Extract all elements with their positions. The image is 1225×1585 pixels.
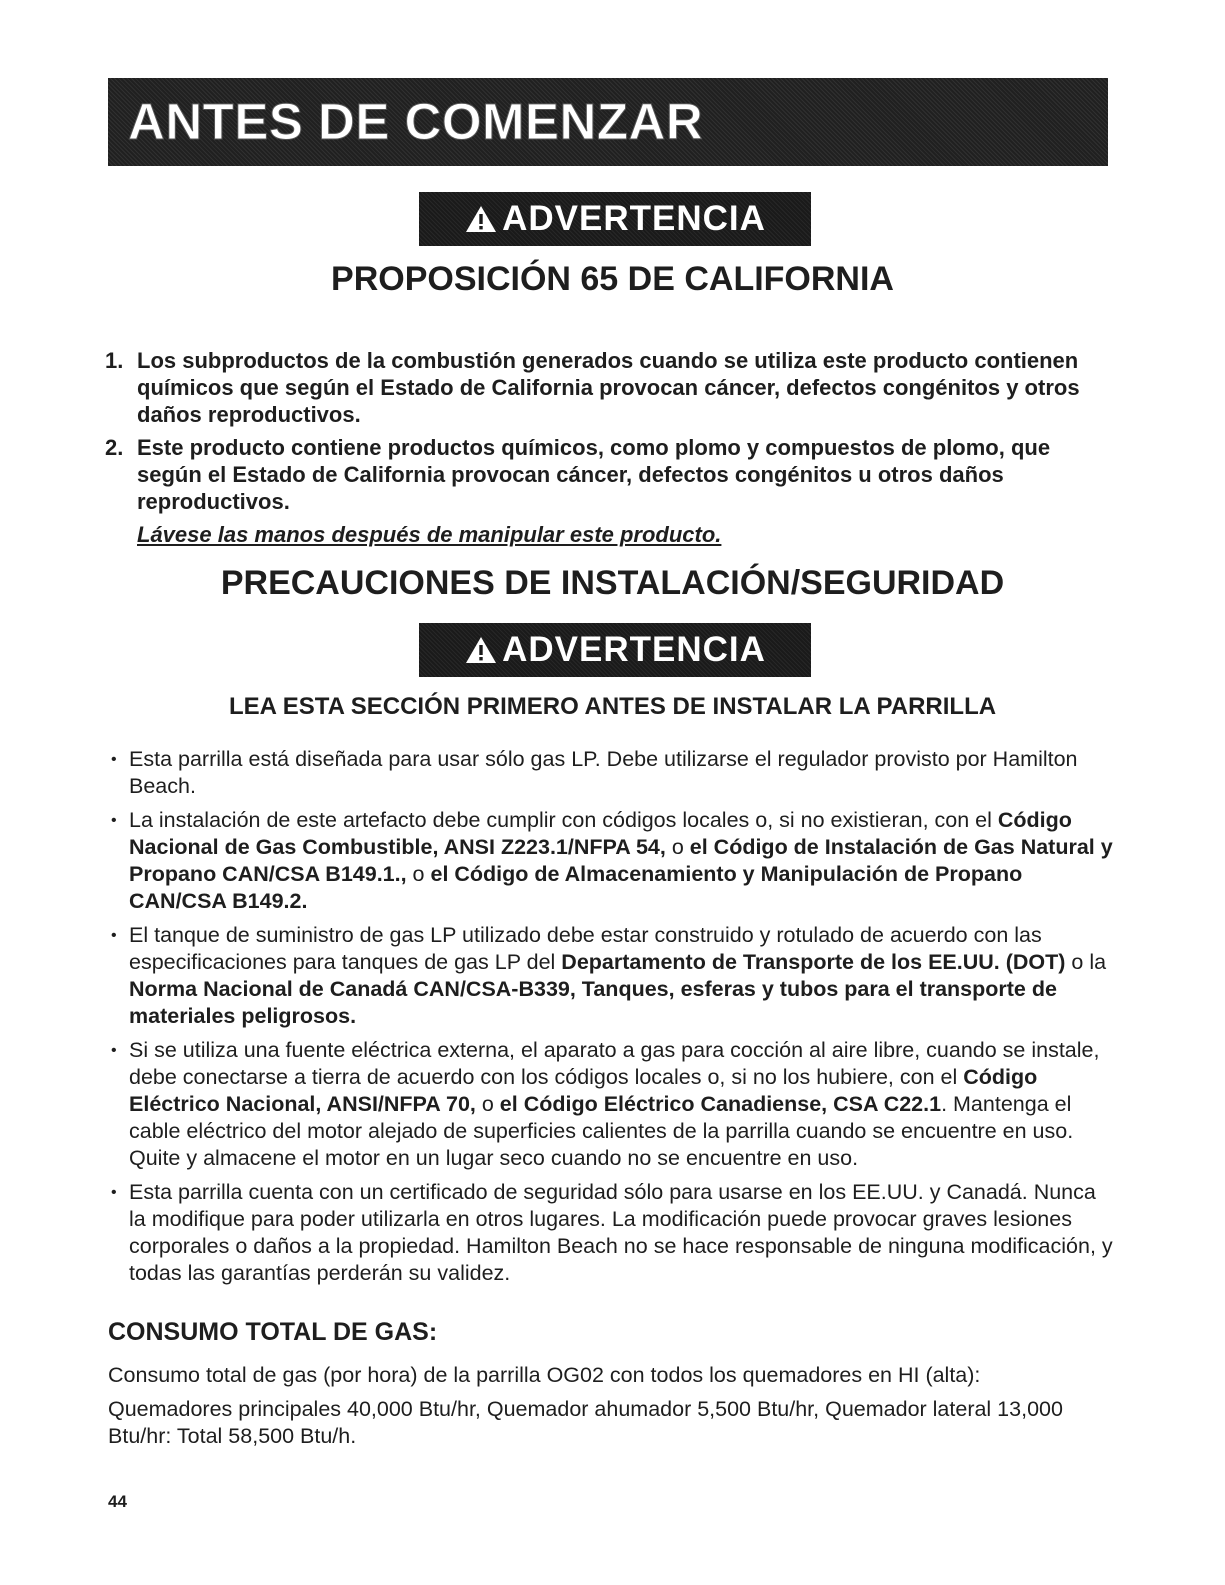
bullet-icon: • <box>111 927 117 944</box>
warning-badge-precautions <box>419 623 811 677</box>
list-item <box>105 434 1105 515</box>
bullet-item <box>105 1037 1115 1172</box>
bullet-text: . Mantenga el cable eléctrico del motor alejado de superficies calientes de la parrilla cuando se encuentre en uso. Quite y almacene el motor en un lugar seco cuando no se encuentre en uso. <box>129 1092 1074 1170</box>
bullet-icon: • <box>111 1042 117 1059</box>
bullet-text-bold: Código Eléctrico Nacional, ANSI/NFPA 70, <box>129 1065 1038 1116</box>
bullet-item <box>105 746 1115 800</box>
item-text: Este producto contiene productos químicos, como plomo y compuestos de plomo, que según el Estado de California provocan cáncer, defectos congénitos u otros daños reproductivos. <box>137 435 1051 514</box>
bullet-text: La instalación de este artefacto debe cumplir con códigos locales o, si no existieran, con el <box>129 808 998 832</box>
bullet-text: o <box>665 835 690 859</box>
gas-consumption-line2: Quemadores principales 40,000 Btu/hr, Quemador ahumador 5,500 Btu/hr, Quemador lateral 13,000 Btu/hr: Total 58,500 Btu/h. <box>108 1397 1063 1448</box>
item-text: Los subproductos de la combustión generados cuando se utiliza este producto contienen químicos que según el Estado de California provocan cáncer, defectos congénitos y otros daños reproductivos. <box>137 348 1080 427</box>
section-banner <box>108 78 1108 166</box>
bullet-text-bold: el Código Eléctrico Canadiense, CSA C22.1 <box>499 1092 942 1116</box>
precautions-list <box>105 746 1115 1294</box>
bullet-item <box>105 922 1115 1030</box>
warning-badge-prop65 <box>419 192 811 246</box>
warning-triangle-icon <box>464 204 498 234</box>
page-number: 44 <box>108 1492 127 1511</box>
bullet-item <box>105 1179 1115 1287</box>
bullet-text: Esta parrilla cuenta con un certificado de seguridad sólo para usarse en los EE.UU. y Canadá. Nunca la modifique para poder utilizarla en otros lugares. La modificación puede provocar graves lesiones corporales o daños a la propiedad. Hamilton Beach no se hace responsable de ninguna modificación, y todas las garantías perderán su validez. <box>129 1180 1113 1285</box>
prop65-list <box>105 347 1105 521</box>
bullet-text-bold: Código Nacional de Gas Combustible, ANSI Z223.1/NFPA 54, <box>129 808 1072 859</box>
bullet-text-bold: Norma Nacional de Canadá CAN/CSA-B339, Tanques, esferas y tubos para el transporte de materiales peligrosos. <box>129 977 1057 1028</box>
gas-consumption-heading: CONSUMO TOTAL DE GAS: <box>108 1318 438 1346</box>
bullet-text-bold: Departamento de Transporte de los EE.UU. (DOT) <box>561 950 1066 974</box>
bullet-text: Si se utiliza una fuente eléctrica externa, el aparato a gas para cocción al aire libre, cuando se instale, debe conectarse a tierra de acuerdo con los códigos locales o, si no los hubiere, con el <box>129 1038 1100 1089</box>
precautions-heading: PRECAUCIONES DE INSTALACIÓN/SEGURIDAD <box>220 564 1005 602</box>
warning-label: ADVERTENCIA <box>502 630 766 669</box>
bullet-text: El tanque de suministro de gas LP utilizado debe estar construido y rotulado de acuerdo con las especificaciones para tanques de gas LP del <box>129 923 1042 974</box>
bullet-text: o la <box>1065 950 1107 974</box>
bullet-text-bold: el Código de Almacenamiento y Manipulación de Propano CAN/CSA B149.2. <box>129 862 1023 913</box>
bullet-icon: • <box>111 751 117 768</box>
list-item <box>105 347 1105 428</box>
section-title: ANTES DE COMENZAR <box>128 93 704 150</box>
gas-consumption-line1: Consumo total de gas (por hora) de la parrilla OG02 con todos los quemadores en HI (alta): <box>108 1363 981 1387</box>
wash-hands-note: Lávese las manos después de manipular este producto. <box>137 522 722 547</box>
item-number: 2. <box>105 435 124 460</box>
item-number: 1. <box>105 348 124 373</box>
bullet-text: o <box>406 862 431 886</box>
warning-label: ADVERTENCIA <box>502 199 766 238</box>
bullet-text: o <box>475 1092 500 1116</box>
bullet-item <box>105 807 1115 915</box>
warning-triangle-icon <box>464 635 498 665</box>
bullet-text-bold: el Código de Instalación de Gas Natural y Propano CAN/CSA B149.1., <box>129 835 1113 886</box>
bullet-text: Esta parrilla está diseñada para usar sólo gas LP. Debe utilizarse el regulador provisto por Hamilton Beach. <box>129 747 1078 798</box>
prop65-heading: PROPOSICIÓN 65 DE CALIFORNIA <box>331 260 894 298</box>
bullet-icon: • <box>111 1184 117 1201</box>
precautions-subheading: LEA ESTA SECCIÓN PRIMERO ANTES DE INSTALAR LA PARRILLA <box>228 693 997 720</box>
bullet-icon: • <box>111 812 117 829</box>
